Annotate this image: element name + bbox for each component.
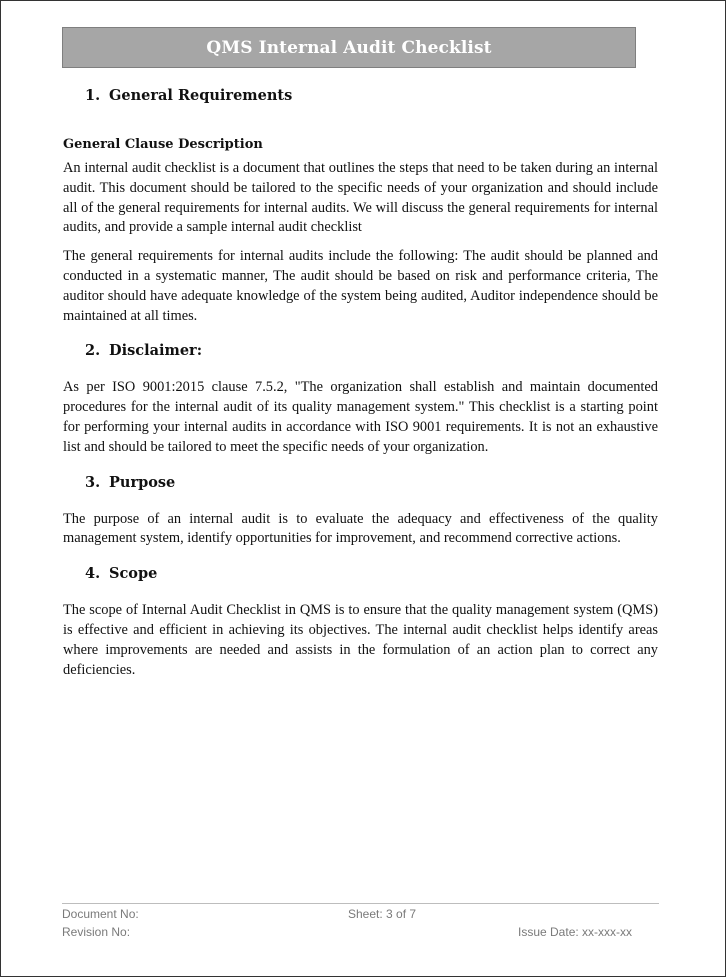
issue-date: Issue Date: xx-xxx-xx (518, 925, 633, 939)
section-number: 4. (85, 565, 101, 583)
section-title: General Requirements (109, 87, 293, 104)
subheading-general-clause: General Clause Description (63, 137, 263, 152)
sheet-number: Sheet: 3 of 7 (348, 907, 417, 921)
section-number: 1. (85, 87, 101, 104)
section-title: Disclaimer: (109, 342, 203, 360)
document-no-label: Document No: (62, 907, 139, 921)
section-heading-purpose (85, 472, 658, 494)
section-number: 3. (85, 473, 101, 491)
section-heading-scope (85, 563, 658, 585)
title-banner (62, 27, 636, 68)
document-title: QMS Internal Audit Checklist (206, 37, 492, 58)
paragraph: As per ISO 9001:2015 clause 7.5.2, "The organization shall establish and maintain documented procedures for the internal audit of its quality management system." This checklist is a starting point for performing your internal audits in accordance with ISO 9001 requirements. It is not an exhaustive list and should be tailored to meet the specific needs of your organization. (63, 379, 658, 455)
section-heading-general-requirements (85, 85, 658, 107)
paragraph: The purpose of an internal audit is to evaluate the adequacy and effectiveness of the quality management system, identify opportunities for improvement, and recommend corrective actions. (63, 510, 658, 547)
paragraph: An internal audit checklist is a document that outlines the steps that need to be taken during an internal audit. This document should be tailored to the specific needs of your organization and should include all of the general requirements for internal audits. We will discuss the general requirements for internal audits, and provide a sample internal audit checklist (63, 160, 658, 236)
document-body (63, 85, 658, 680)
section-title: Purpose (109, 473, 176, 491)
section-title: Scope (109, 565, 158, 583)
paragraph: The general requirements for internal audits include the following: The audit should be planned and conducted in a systematic manner, The audit should be based on risk and performance criteria, The auditor should have adequate knowledge of the system being audited, Auditor independence should be maintained at all times. (63, 248, 658, 324)
paragraph: The scope of Internal Audit Checklist in QMS is to ensure that the quality management system (QMS) is effective and efficient in achieving its objectives. The internal audit checklist helps identify areas where improvements are needed and assists in the formulation of an action plan to correct any deficiencies. (63, 602, 658, 678)
page-footer (62, 903, 659, 939)
revision-no-label: Revision No: (62, 925, 131, 939)
section-number: 2. (85, 342, 101, 360)
section-heading-disclaimer (85, 340, 658, 362)
